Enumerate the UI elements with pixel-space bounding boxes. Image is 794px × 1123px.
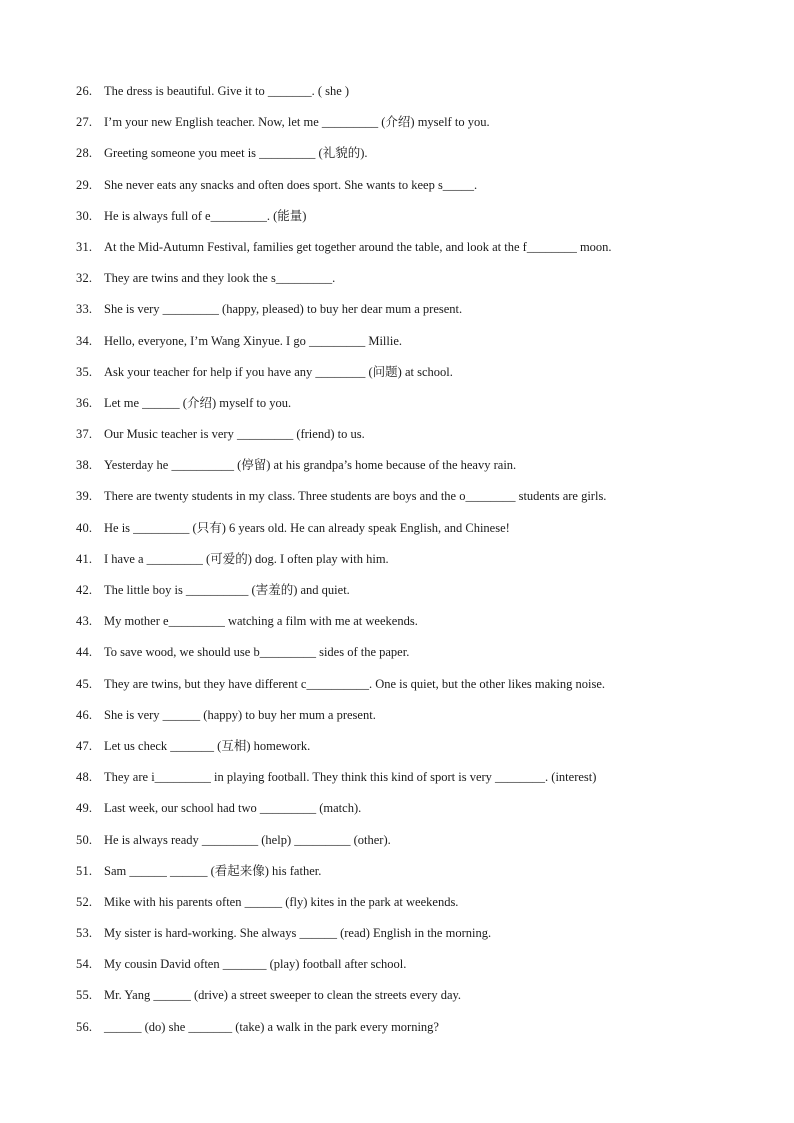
- question-item: [76, 361, 766, 392]
- question-item: [76, 766, 766, 797]
- question-item: [76, 330, 766, 361]
- question-number: 43.: [76, 614, 93, 629]
- question-text: They are twins and they look the s_________.: [104, 271, 336, 286]
- question-item: [76, 80, 766, 111]
- question-item: [76, 548, 766, 579]
- question-list: [76, 80, 766, 1047]
- question-item: [76, 610, 766, 641]
- question-number: 34.: [76, 333, 93, 348]
- question-number: 49.: [76, 801, 93, 816]
- question-text: I’m your new English teacher. Now, let me _________ (介绍) myself to you.: [104, 115, 490, 130]
- question-text: Mr. Yang ______ (drive) a street sweeper to clean the streets every day.: [104, 988, 462, 1003]
- question-number: 40.: [76, 520, 93, 535]
- question-item: [76, 423, 766, 454]
- question-item: [76, 142, 766, 173]
- question-number: 53.: [76, 926, 93, 941]
- question-item: [76, 829, 766, 860]
- question-text: Greeting someone you meet is _________ (礼貌的).: [104, 146, 368, 161]
- question-item: [76, 485, 766, 516]
- question-number: 27.: [76, 115, 93, 130]
- question-number: 47.: [76, 738, 93, 753]
- question-item: [76, 579, 766, 610]
- question-text: Let me ______ (介绍) myself to you.: [104, 395, 292, 410]
- question-text: Mike with his parents often ______ (fly) kites in the park at weekends.: [104, 894, 459, 909]
- question-number: 51.: [76, 863, 93, 878]
- question-text: He is _________ (只有) 6 years old. He can already speak English, and Chinese!: [104, 520, 510, 535]
- question-text: My cousin David often _______ (play) football after school.: [104, 957, 407, 972]
- question-text: Sam ______ ______ (看起来像) his father.: [104, 863, 322, 878]
- question-number: 28.: [76, 146, 93, 161]
- question-number: 55.: [76, 988, 93, 1003]
- question-text: To save wood, we should use b_________ sides of the paper.: [104, 645, 410, 660]
- question-number: 39.: [76, 489, 93, 504]
- question-number: 45.: [76, 676, 93, 691]
- question-number: 35.: [76, 364, 93, 379]
- question-item: [76, 1016, 766, 1047]
- question-text: They are i_________ in playing football. They think this kind of sport is very ________. (interest): [104, 770, 597, 785]
- question-number: 41.: [76, 551, 93, 566]
- question-number: 44.: [76, 645, 93, 660]
- question-text: The dress is beautiful. Give it to _______. ( she ): [104, 84, 350, 98]
- question-item: [76, 704, 766, 735]
- question-item: [76, 735, 766, 766]
- question-number: 36.: [76, 395, 93, 410]
- question-item: [76, 953, 766, 984]
- question-item: [76, 205, 766, 236]
- question-item: [76, 236, 766, 267]
- question-text: Yesterday he __________ (停留) at his grandpa’s home because of the heavy rain.: [104, 458, 517, 473]
- question-text: She is very _________ (happy, pleased) to buy her dear mum a present.: [104, 302, 463, 317]
- question-text: At the Mid-Autumn Festival, families get together around the table, and look at the f________ moon.: [104, 239, 612, 254]
- question-number: 52.: [76, 894, 93, 909]
- question-number: 26.: [76, 84, 93, 98]
- question-item: [76, 797, 766, 828]
- question-item: [76, 267, 766, 298]
- question-number: 33.: [76, 302, 93, 317]
- question-number: 48.: [76, 770, 93, 785]
- question-number: 46.: [76, 707, 93, 722]
- question-text: She never eats any snacks and often does sport. She wants to keep s_____.: [104, 177, 478, 192]
- question-text: They are twins, but they have different c__________. One is quiet, but the other likes making noise.: [104, 676, 606, 691]
- question-number: 54.: [76, 957, 93, 972]
- question-text: Our Music teacher is very _________ (friend) to us.: [104, 427, 365, 442]
- question-number: 32.: [76, 271, 93, 286]
- question-text: Ask your teacher for help if you have any ________ (问题) at school.: [104, 364, 453, 379]
- question-text: Last week, our school had two _________ (match).: [104, 801, 362, 816]
- question-item: [76, 111, 766, 142]
- question-text: Hello, everyone, I’m Wang Xinyue. I go _________ Millie.: [104, 333, 403, 348]
- question-number: 37.: [76, 427, 93, 442]
- question-item: [76, 454, 766, 485]
- question-text: He is always ready _________ (help) _________ (other).: [104, 832, 391, 847]
- question-number: 42.: [76, 583, 93, 597]
- question-number: 56.: [76, 1019, 93, 1034]
- question-number: 50.: [76, 832, 93, 847]
- question-number: 30.: [76, 208, 93, 223]
- question-text: She is very ______ (happy) to buy her mum a present.: [104, 707, 376, 722]
- question-text: The little boy is __________ (害羞的) and quiet.: [104, 583, 350, 597]
- question-item: [76, 517, 766, 548]
- question-text: There are twenty students in my class. Three students are boys and the o________ students are girls.: [104, 489, 607, 504]
- question-text: He is always full of e_________. (能量): [104, 208, 307, 223]
- question-item: [76, 392, 766, 423]
- question-text: My mother e_________ watching a film with me at weekends.: [104, 614, 418, 629]
- question-item: [76, 673, 766, 704]
- question-text: ______ (do) she _______ (take) a walk in the park every morning?: [104, 1019, 439, 1034]
- question-item: [76, 891, 766, 922]
- question-item: [76, 641, 766, 672]
- question-text: I have a _________ (可爱的) dog. I often play with him.: [104, 551, 389, 566]
- question-item: [76, 984, 766, 1015]
- question-item: [76, 298, 766, 329]
- question-item: [76, 922, 766, 953]
- question-item: [76, 860, 766, 891]
- question-number: 38.: [76, 458, 93, 473]
- question-item: [76, 174, 766, 205]
- question-text: Let us check _______ (互相) homework.: [104, 738, 311, 753]
- question-text: My sister is hard-working. She always ______ (read) English in the morning.: [104, 926, 492, 941]
- question-number: 29.: [76, 177, 93, 192]
- question-number: 31.: [76, 239, 93, 254]
